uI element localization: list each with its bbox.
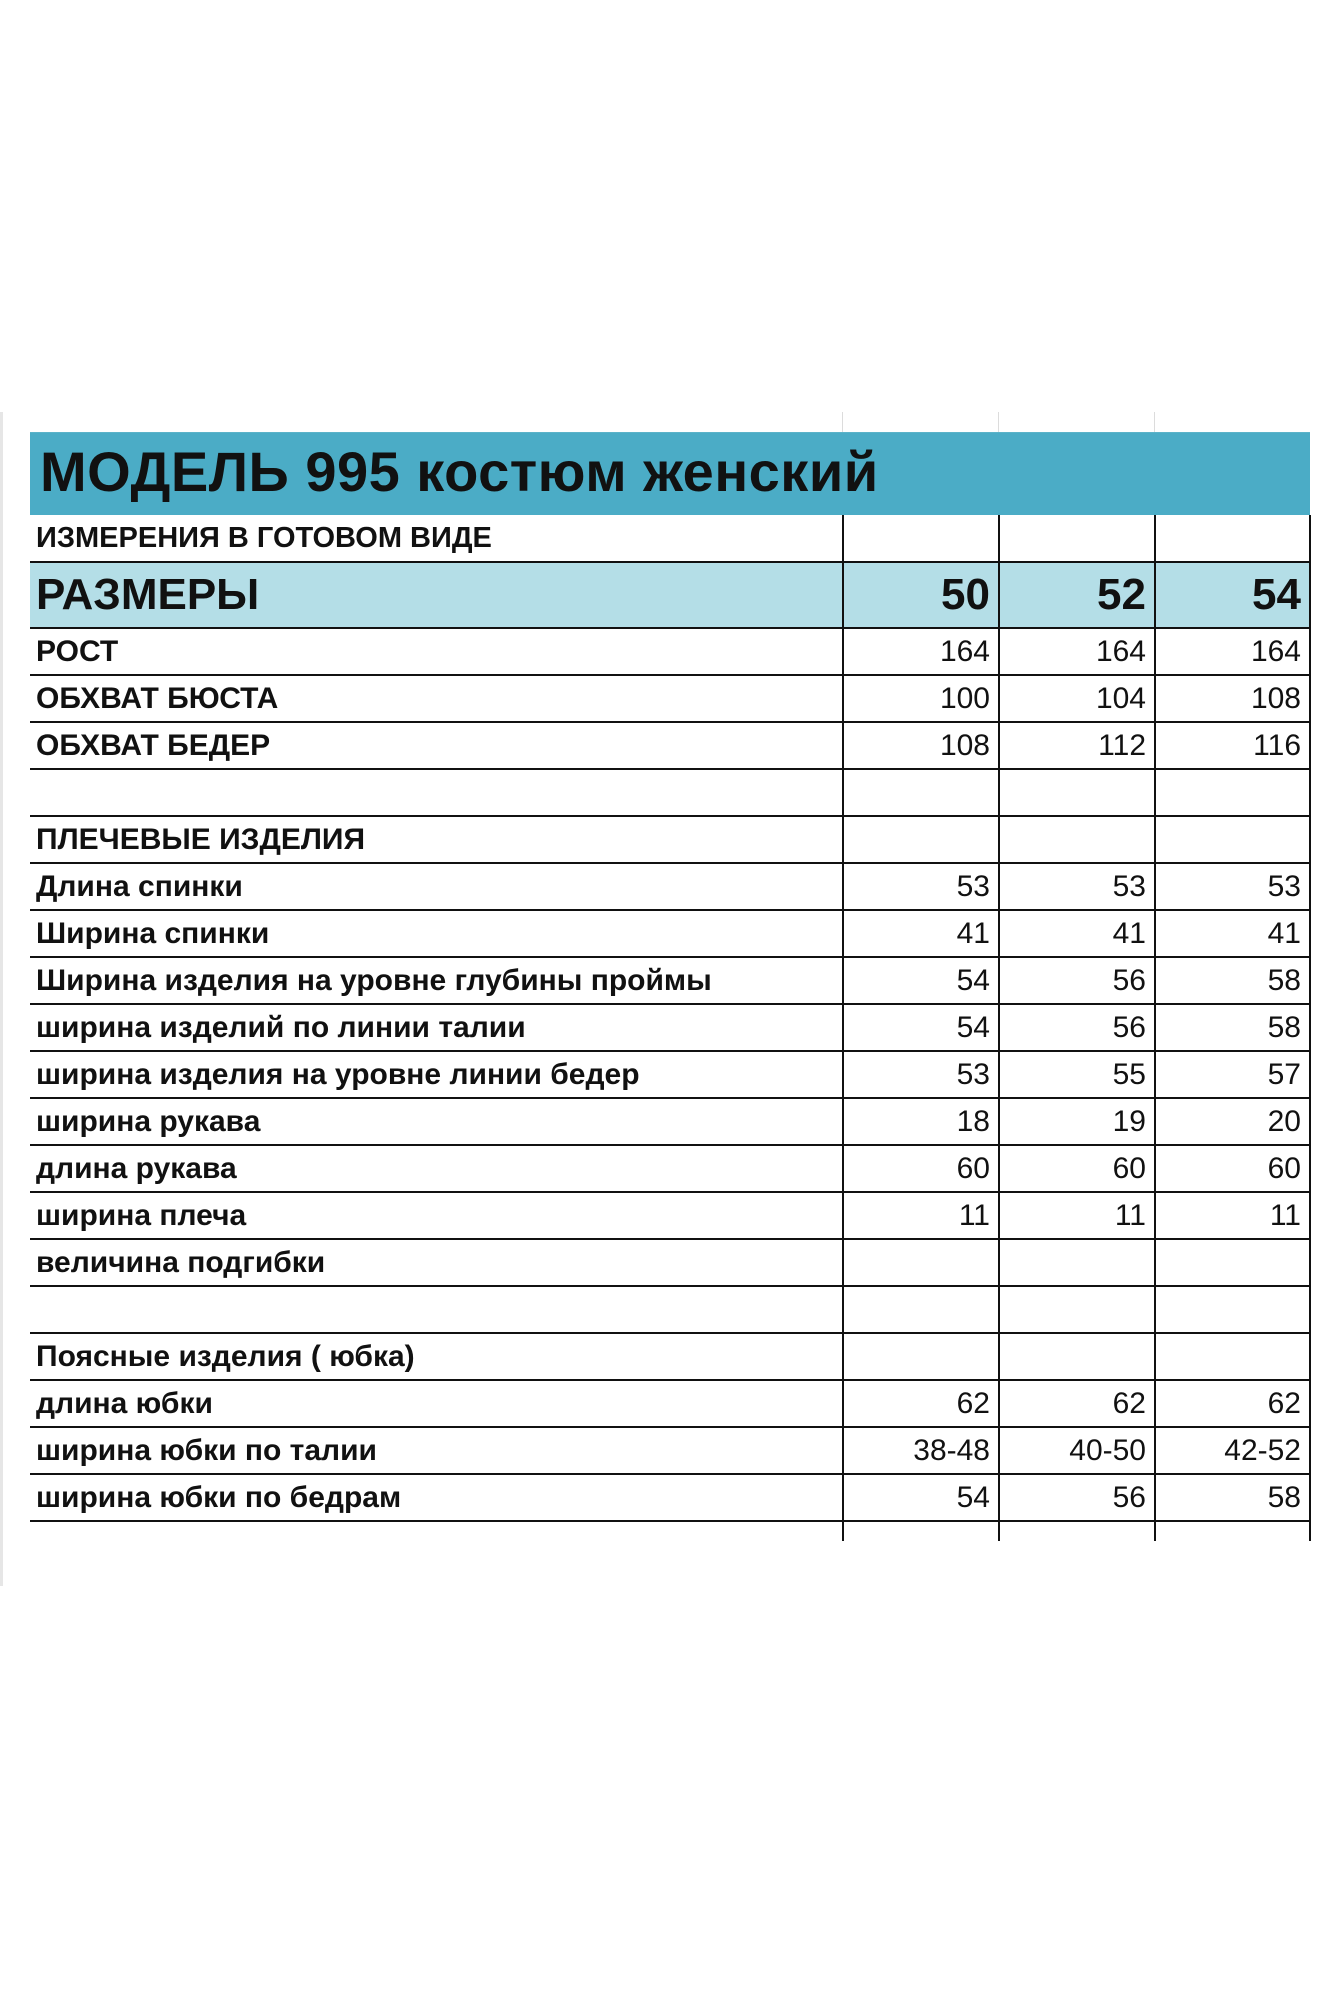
value-cell [999, 769, 1155, 816]
value-cell [999, 1333, 1155, 1380]
value-cell [999, 1239, 1155, 1286]
value-cell: 100 [843, 675, 999, 722]
row-label: ОБХВАТ БЕДЕР [30, 722, 843, 769]
value-cell: 112 [999, 722, 1155, 769]
sheet-left-edge [0, 412, 3, 1586]
gridline [1154, 412, 1155, 432]
row-label: ПЛЕЧЕВЫЕ ИЗДЕЛИЯ [30, 816, 843, 863]
value-cell: 53 [1155, 863, 1310, 910]
table-cell [999, 515, 1155, 562]
value-cell: 108 [843, 722, 999, 769]
gridline [998, 412, 999, 432]
row-label: величина подгибки [30, 1239, 843, 1286]
table-row [30, 1051, 1310, 1098]
value-cell: 20 [1155, 1098, 1310, 1145]
table-cell [1155, 1521, 1310, 1541]
value-cell: 58 [1155, 957, 1310, 1004]
value-cell: 53 [843, 863, 999, 910]
value-cell [1155, 1286, 1310, 1333]
value-cell: 41 [999, 910, 1155, 957]
value-cell: 62 [1155, 1380, 1310, 1427]
table-row [30, 910, 1310, 957]
value-cell [843, 816, 999, 863]
row-label: Длина спинки [30, 863, 843, 910]
size-table [30, 515, 1311, 1541]
value-cell: 164 [999, 628, 1155, 675]
table-cell [30, 1521, 843, 1541]
table-row [30, 722, 1310, 769]
value-cell [843, 769, 999, 816]
value-cell: 56 [999, 957, 1155, 1004]
value-cell: 11 [843, 1192, 999, 1239]
value-cell: 164 [843, 628, 999, 675]
table-row [30, 863, 1310, 910]
value-cell: 60 [843, 1145, 999, 1192]
table-row [30, 1380, 1310, 1427]
row-label [30, 1286, 843, 1333]
value-cell [843, 1239, 999, 1286]
row-label: Ширина изделия на уровне глубины проймы [30, 957, 843, 1004]
value-cell: 62 [999, 1380, 1155, 1427]
value-cell: 41 [843, 910, 999, 957]
table-cell [999, 1521, 1155, 1541]
value-cell: 116 [1155, 722, 1310, 769]
row-label [30, 769, 843, 816]
value-cell: 11 [999, 1192, 1155, 1239]
row-label: РОСТ [30, 628, 843, 675]
value-cell [1155, 769, 1310, 816]
table-row [30, 769, 1310, 816]
value-cell: 54 [843, 1004, 999, 1051]
row-label: ОБХВАТ БЮСТА [30, 675, 843, 722]
value-cell [1155, 816, 1310, 863]
value-cell: 18 [843, 1098, 999, 1145]
table-row [30, 1239, 1310, 1286]
value-cell: 60 [999, 1145, 1155, 1192]
sizes-row [30, 562, 1310, 628]
value-cell: 53 [999, 863, 1155, 910]
value-cell: 60 [1155, 1145, 1310, 1192]
row-label: ширина изделия на уровне линии бедер [30, 1051, 843, 1098]
table-row [30, 1474, 1310, 1521]
value-cell: 57 [1155, 1051, 1310, 1098]
table-row [30, 1427, 1310, 1474]
value-cell: 40-50 [999, 1427, 1155, 1474]
value-cell: 42-52 [1155, 1427, 1310, 1474]
table-row [30, 957, 1310, 1004]
table-cell [843, 515, 999, 562]
sizes-label: РАЗМЕРЫ [30, 562, 843, 628]
value-cell: 58 [1155, 1474, 1310, 1521]
table-row [30, 1098, 1310, 1145]
value-cell: 55 [999, 1051, 1155, 1098]
model-title-bar [30, 432, 1310, 515]
value-cell: 62 [843, 1380, 999, 1427]
size-chart-sheet [0, 412, 1333, 1586]
value-cell: 38-48 [843, 1427, 999, 1474]
table-row [30, 1333, 1310, 1380]
value-cell: 54 [843, 1474, 999, 1521]
row-label: Поясные изделия ( юбка) [30, 1333, 843, 1380]
value-cell: 164 [1155, 628, 1310, 675]
row-label: ширина плеча [30, 1192, 843, 1239]
size-header-cell: 52 [999, 562, 1155, 628]
value-cell: 108 [1155, 675, 1310, 722]
table-row [30, 1192, 1310, 1239]
value-cell: 104 [999, 675, 1155, 722]
row-label: длина рукава [30, 1145, 843, 1192]
table-row [30, 628, 1310, 675]
value-cell: 56 [999, 1474, 1155, 1521]
table-row [30, 1145, 1310, 1192]
table-row [30, 1286, 1310, 1333]
value-cell: 11 [1155, 1192, 1310, 1239]
size-header-cell: 50 [843, 562, 999, 628]
value-cell: 54 [843, 957, 999, 1004]
measurements-subtitle: ИЗМЕРЕНИЯ В ГОТОВОМ ВИДЕ [30, 515, 843, 562]
value-cell: 41 [1155, 910, 1310, 957]
table-cell [1155, 515, 1310, 562]
row-label: Ширина спинки [30, 910, 843, 957]
table-row [30, 675, 1310, 722]
table-row [30, 1004, 1310, 1051]
row-label: ширина юбки по бедрам [30, 1474, 843, 1521]
row-label: длина юбки [30, 1380, 843, 1427]
value-cell: 53 [843, 1051, 999, 1098]
model-title: МОДЕЛЬ 995 костюм женский [40, 440, 879, 503]
value-cell: 19 [999, 1098, 1155, 1145]
value-cell: 58 [1155, 1004, 1310, 1051]
table-cell [843, 1521, 999, 1541]
subtitle-row [30, 515, 1310, 562]
gridline [842, 412, 843, 432]
value-cell [843, 1333, 999, 1380]
table-row [30, 816, 1310, 863]
row-label: ширина юбки по талии [30, 1427, 843, 1474]
value-cell [999, 816, 1155, 863]
value-cell [843, 1286, 999, 1333]
value-cell [999, 1286, 1155, 1333]
row-label: ширина изделий по линии талии [30, 1004, 843, 1051]
value-cell [1155, 1333, 1310, 1380]
size-header-cell: 54 [1155, 562, 1310, 628]
trailing-row [30, 1521, 1310, 1541]
row-label: ширина рукава [30, 1098, 843, 1145]
value-cell: 56 [999, 1004, 1155, 1051]
value-cell [1155, 1239, 1310, 1286]
